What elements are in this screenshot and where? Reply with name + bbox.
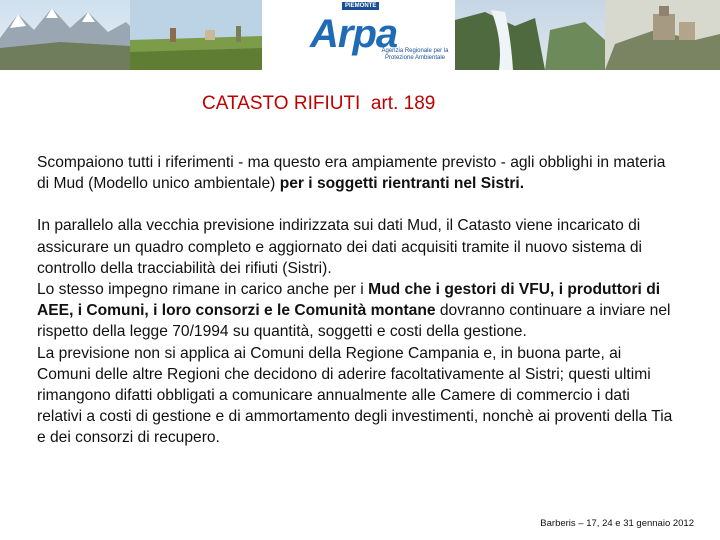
logo-region-tag: PIEMONTE — [342, 2, 379, 10]
paragraph-mud — [37, 152, 677, 194]
paragraph-text: Scompaiono tutti i riferimenti - ma questo era ampiamente previsto - agli obblighi in materia di Mud (Modello unico ambientale) — [37, 154, 666, 193]
slide-title: CATASTO RIFIUTI art. 189 — [202, 93, 436, 114]
logo-subtitle: Agenzia Regionale per la Protezione Ambientale — [381, 48, 449, 61]
paragraph-text: dovranno continuare a inviare nel rispetto della legge 70/1994 su quantità, soggetti e costi della gestione. — [37, 302, 671, 341]
paragraph-catasto: In parallelo alla vecchia previsione indirizzata sui dati Mud, il Catasto viene incaricato di assicurare un quadro completo e aggiornato dei dati acquisiti tramite il nuovo sistema di controllo della tracciabilità dei rifiuti (Sistri). — [37, 217, 643, 277]
landscape-photo-right — [455, 0, 720, 70]
paragraph-impegno — [37, 279, 677, 343]
header-banner — [0, 0, 720, 78]
paragraph-text: Lo stesso impegno rimane in carico anche per i — [37, 281, 369, 299]
arpa-logo — [262, 0, 455, 78]
slide-body — [37, 152, 677, 449]
landscape-photo-left — [0, 0, 262, 70]
footer-credit: Barberis – 17, 24 e 31 gennaio 2012 — [540, 518, 694, 529]
paragraph-bold-text: Mud che i gestori di VFU, i produttori di AEE, i Comuni, i loro consorzi e le Comunità montane — [37, 281, 661, 320]
paragraph-previsione: La previsione non si applica ai Comuni della Regione Campania e, in buona parte, ai Comuni delle altre Regioni che decidono di aderire facoltativamente al Sistri; questi ultimi rimangono difatti obbligati a comunicare annualmente alle Camere di commercio i dati relativi a costi di gestione e di ammortamento degli investimenti, nonchè ai proventi della Tia e dei consorzi di recupero. — [37, 344, 673, 447]
logo-wordmark: Arpa — [310, 12, 398, 56]
paragraph-bold-text: per i soggetti rientranti nel Sistri. — [279, 175, 525, 193]
